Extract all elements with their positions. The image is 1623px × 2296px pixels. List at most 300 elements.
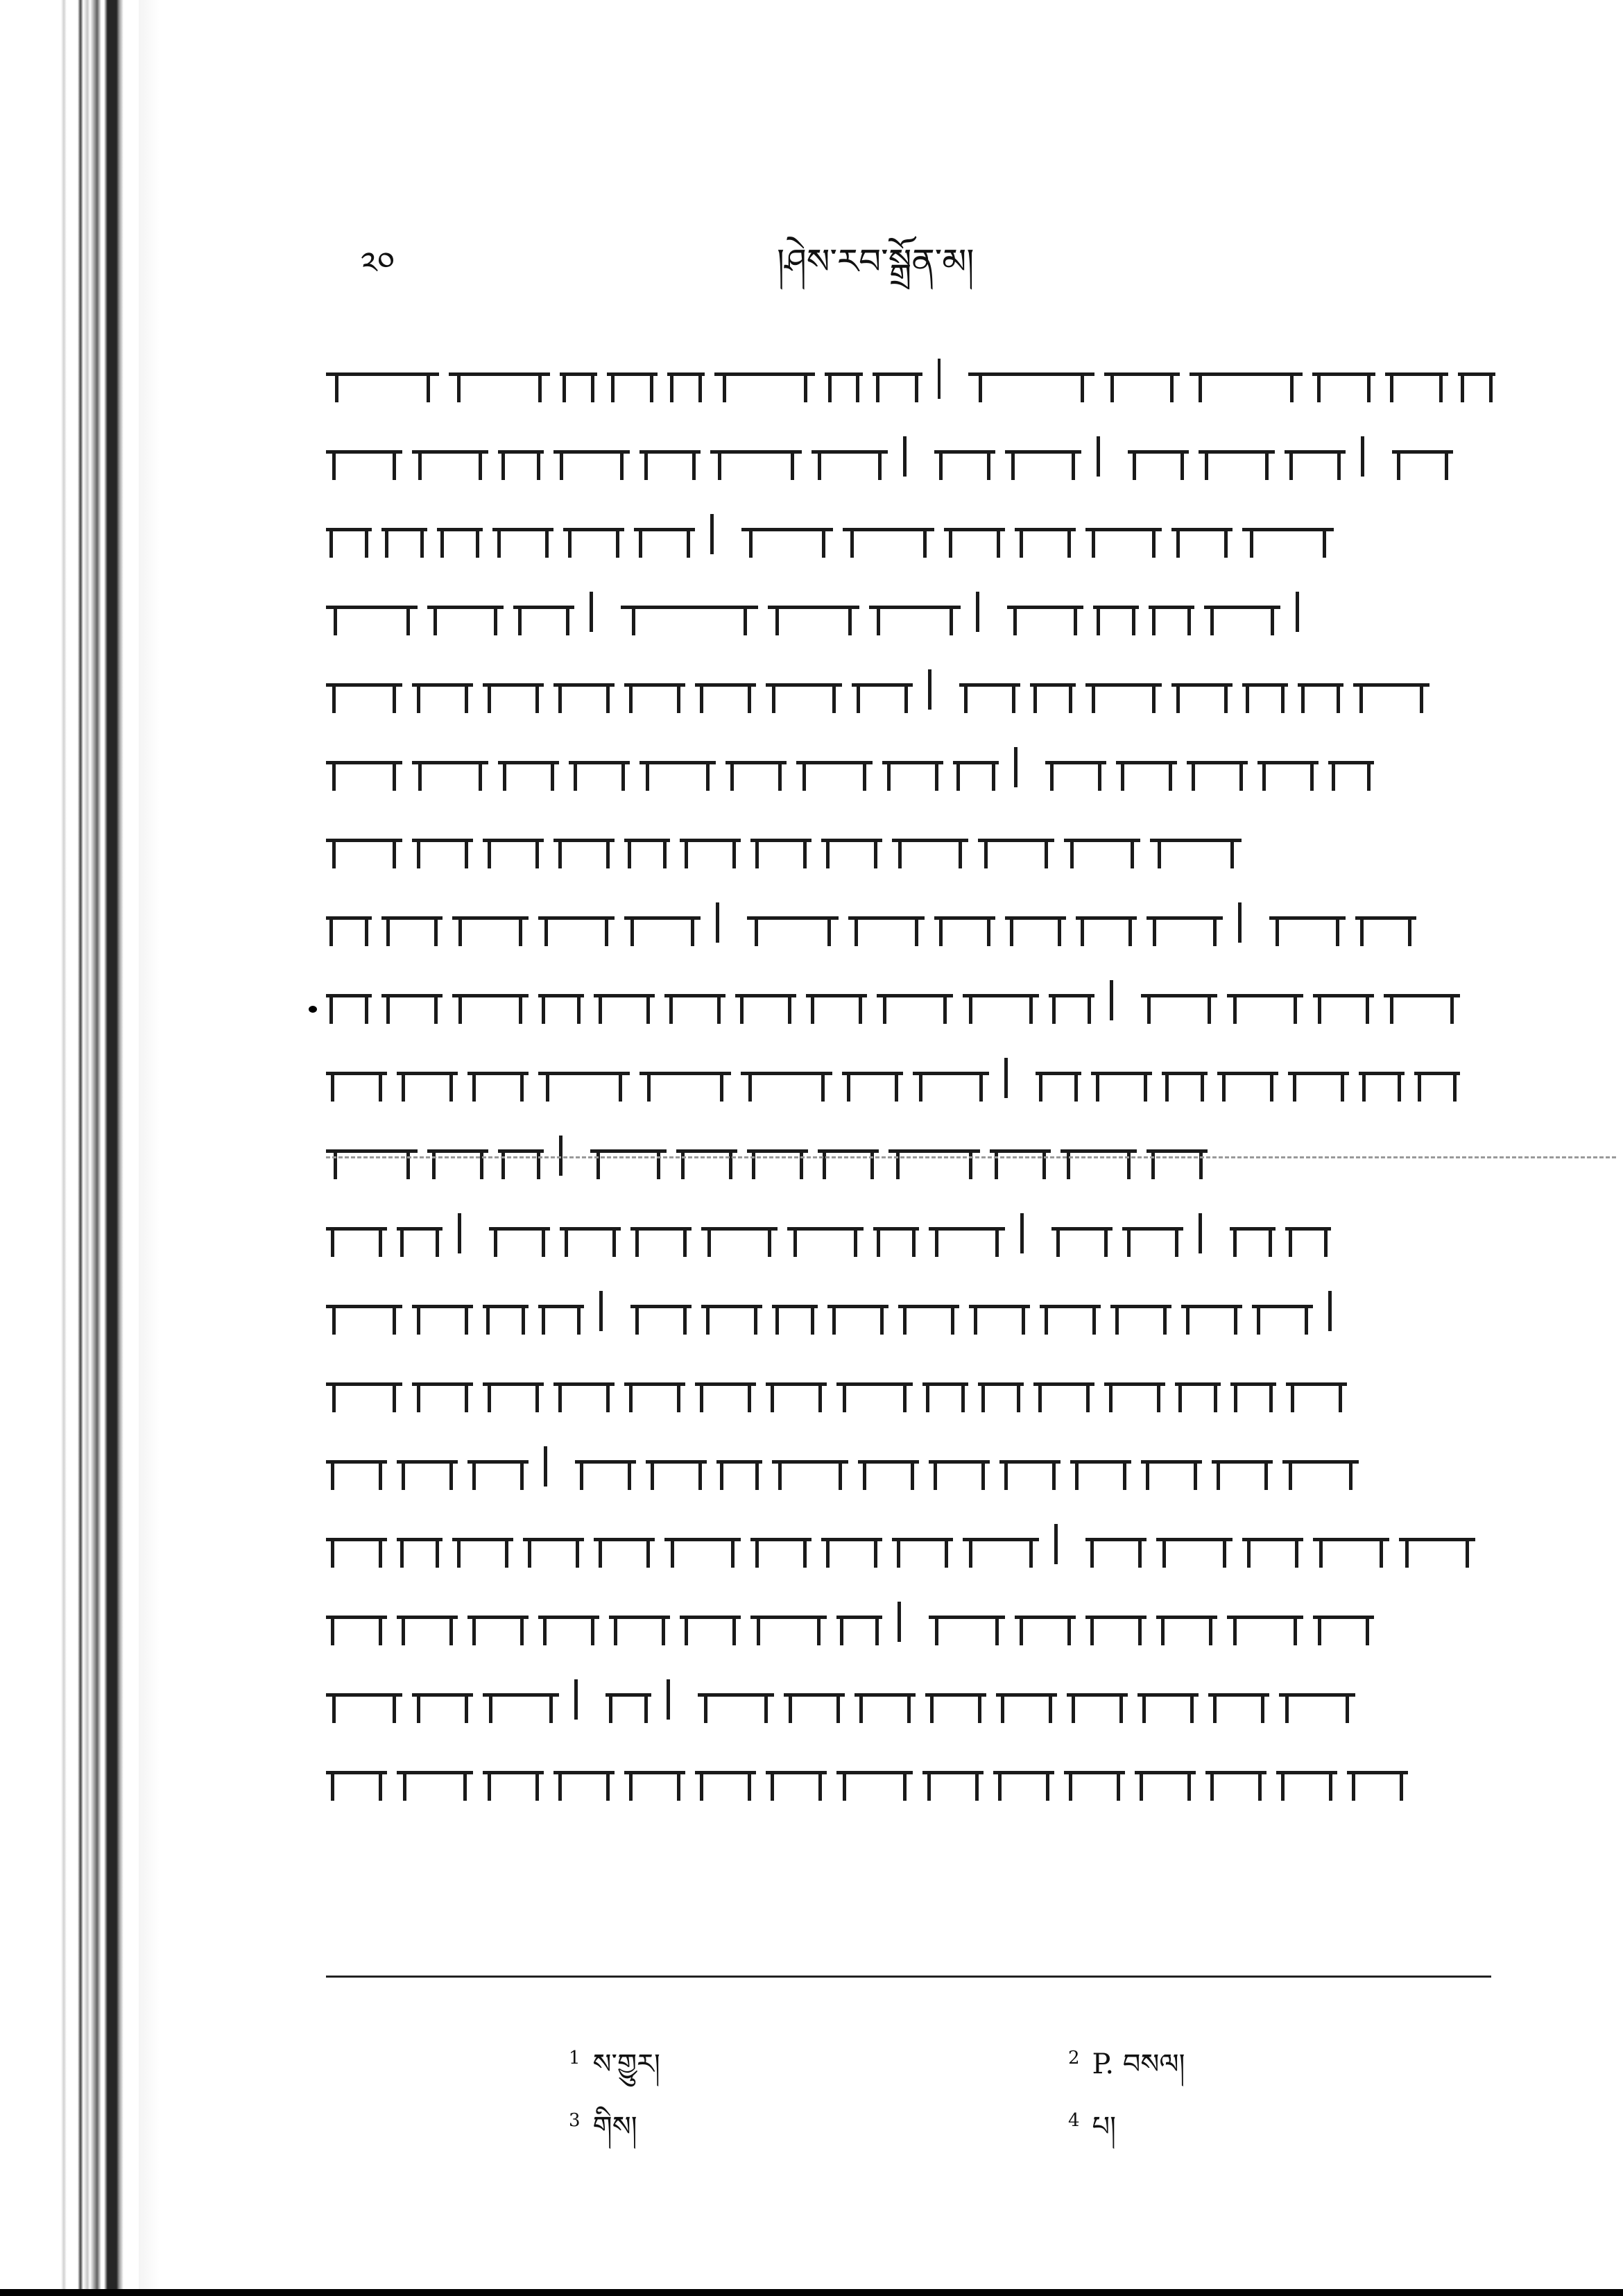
syllable (747, 1151, 808, 1160)
syllable (698, 1695, 774, 1704)
syllable (714, 374, 815, 384)
syllable (1015, 1617, 1076, 1627)
syllable (892, 840, 968, 850)
syllable (768, 607, 859, 617)
syllable (796, 762, 873, 772)
syllable (1230, 1384, 1276, 1394)
syllable (1355, 918, 1416, 927)
syllable (1091, 1073, 1152, 1083)
syllable (827, 1306, 888, 1316)
syllable (1060, 1151, 1137, 1160)
footnote-3-text: གིས། (592, 2111, 637, 2143)
syllable (326, 685, 402, 694)
syllable (953, 762, 999, 772)
syllable (1085, 1539, 1147, 1549)
syllable (741, 1073, 832, 1083)
syllable (963, 995, 1039, 1005)
syllable (326, 1539, 387, 1549)
footnotes (569, 2032, 1470, 2171)
syllable (538, 1306, 584, 1316)
syllable (701, 1306, 762, 1316)
syllable (1181, 1306, 1242, 1316)
syllable (381, 529, 427, 539)
syllable (843, 529, 934, 539)
syllable (1285, 1228, 1331, 1238)
syllable (467, 1462, 529, 1471)
syllable (929, 1462, 990, 1471)
syllable (913, 1073, 989, 1083)
syllable (492, 529, 553, 539)
syllable (925, 1695, 986, 1704)
syllable (590, 1151, 667, 1160)
syllable (898, 1306, 959, 1316)
syllable (553, 452, 630, 461)
syllable (1064, 1772, 1125, 1782)
syllable (1122, 1228, 1183, 1238)
syllable (326, 1151, 418, 1160)
syllable (1104, 374, 1180, 384)
syllable (821, 1539, 882, 1549)
shad-mark (1004, 1058, 1008, 1098)
syllable (968, 374, 1094, 384)
syllable (877, 995, 953, 1005)
syllable (1208, 1695, 1269, 1704)
syllable (836, 1384, 913, 1394)
shad-mark (590, 592, 593, 632)
syllable (784, 1695, 845, 1704)
syllable (944, 529, 1005, 539)
shad-mark (1238, 902, 1242, 943)
syllable (1392, 452, 1453, 461)
syllable (1288, 1073, 1349, 1083)
syllable (990, 1151, 1051, 1160)
syllable (735, 995, 796, 1005)
syllable (538, 1073, 630, 1083)
tibetan-body-text (326, 340, 1505, 1935)
syllable (326, 452, 402, 461)
shad-mark (1054, 1524, 1058, 1564)
syllable (1085, 529, 1162, 539)
syllable (381, 918, 443, 927)
syllable (1285, 452, 1346, 461)
syllable (498, 1151, 544, 1160)
shad-mark (938, 359, 941, 399)
shad-mark (667, 1679, 670, 1720)
text-line (326, 884, 1505, 961)
syllable (1282, 1462, 1359, 1471)
syllable (397, 1462, 458, 1471)
syllable (1313, 995, 1374, 1005)
text-line (326, 1505, 1505, 1583)
syllable (523, 1539, 584, 1549)
syllable (1093, 607, 1139, 617)
margin-mark (309, 1006, 317, 1013)
footnote-4 (1068, 2095, 1116, 2173)
syllable (695, 1384, 756, 1394)
text-line (326, 1350, 1505, 1428)
syllable (624, 918, 701, 927)
text-line (326, 418, 1505, 495)
syllable (818, 1151, 879, 1160)
shad-mark (1296, 592, 1299, 632)
syllable (1385, 374, 1448, 384)
syllable (624, 1772, 685, 1782)
syllable (326, 1695, 402, 1704)
shad-mark (1110, 980, 1113, 1020)
syllable (1030, 685, 1076, 694)
syllable (750, 840, 812, 850)
syllable (1269, 918, 1346, 927)
syllable (1175, 1384, 1221, 1394)
syllable (1384, 995, 1460, 1005)
text-line (326, 1661, 1505, 1738)
syllable (606, 1695, 651, 1704)
syllable (1252, 1306, 1313, 1316)
syllable (996, 1695, 1057, 1704)
syllable (437, 529, 483, 539)
syllable (1147, 918, 1223, 927)
syllable (483, 1384, 544, 1394)
syllable (412, 1384, 473, 1394)
syllable (1141, 995, 1217, 1005)
shad-mark (599, 1291, 603, 1331)
syllable (1414, 1073, 1460, 1083)
shad-mark (898, 1602, 901, 1642)
syllable (1036, 1073, 1081, 1083)
text-line (326, 728, 1505, 806)
syllable (1104, 1384, 1165, 1394)
scan-bottom-edge (0, 2289, 1623, 2296)
syllable (630, 1228, 692, 1238)
syllable (1298, 685, 1343, 694)
syllable (326, 1772, 387, 1782)
syllable (963, 1539, 1039, 1549)
syllable (326, 1462, 387, 1471)
syllable (852, 685, 913, 694)
syllable (594, 995, 655, 1005)
syllable (1227, 1617, 1303, 1627)
syllable (741, 529, 833, 539)
syllable (563, 529, 624, 539)
syllable (1033, 1384, 1094, 1394)
syllable (412, 685, 473, 694)
syllable (873, 374, 923, 384)
syllable (1353, 685, 1429, 694)
syllable (676, 1151, 737, 1160)
syllable (594, 1539, 655, 1549)
text-line (326, 340, 1505, 418)
footnote-2-text: P. བསལ། (1092, 2048, 1185, 2080)
syllable (1147, 1151, 1208, 1160)
syllable (326, 1384, 402, 1394)
shad-mark (1361, 436, 1364, 477)
syllable (1359, 1073, 1405, 1083)
shad-mark (710, 514, 714, 554)
syllable (1205, 1772, 1266, 1782)
footnote-1-number: 1 (569, 2047, 581, 2068)
syllable (922, 1772, 984, 1782)
syllable (978, 1384, 1024, 1394)
syllable (695, 1772, 756, 1782)
syllable (934, 452, 995, 461)
text-line (326, 495, 1505, 573)
book-binding-edge (0, 0, 160, 2296)
syllable (922, 1384, 968, 1394)
syllable (326, 1306, 402, 1316)
footnote-4-number: 4 (1068, 2109, 1080, 2131)
shad-mark (976, 592, 979, 632)
syllable (1128, 452, 1189, 461)
syllable (427, 1151, 488, 1160)
text-line (326, 1428, 1505, 1505)
syllable (1217, 1073, 1278, 1083)
syllable (750, 1617, 827, 1627)
syllable (1190, 374, 1303, 384)
syllable (326, 918, 372, 927)
syllable (326, 607, 418, 617)
shad-mark (716, 902, 719, 943)
syllable (825, 374, 862, 384)
shad-mark (544, 1446, 547, 1487)
syllable (553, 1772, 615, 1782)
syllable (1162, 1073, 1208, 1083)
syllable (1076, 918, 1137, 927)
syllable (1116, 762, 1177, 772)
text-line (326, 1738, 1505, 1816)
syllable (812, 452, 888, 461)
syllable (609, 1617, 670, 1627)
text-line (326, 1194, 1505, 1272)
syllable (969, 1306, 1030, 1316)
shad-mark (1199, 1213, 1202, 1253)
syllable (725, 762, 787, 772)
shad-mark (559, 1136, 563, 1176)
syllable (1227, 995, 1303, 1005)
syllable (821, 840, 882, 850)
syllable (978, 840, 1054, 850)
syllable (766, 1384, 827, 1394)
syllable (326, 1073, 387, 1083)
syllable (452, 918, 529, 927)
syllable (483, 1306, 529, 1316)
shad-mark (1020, 1213, 1024, 1253)
syllable (929, 1617, 1005, 1627)
syllable (680, 840, 741, 850)
syllable (680, 1617, 741, 1627)
syllable (842, 1073, 903, 1083)
syllable (1242, 529, 1334, 539)
syllable (664, 995, 725, 1005)
syllable (553, 840, 615, 850)
syllable (412, 762, 488, 772)
syllable (710, 452, 802, 461)
shad-mark (458, 1213, 461, 1253)
syllable (1141, 1462, 1202, 1471)
syllable (467, 1617, 529, 1627)
syllable (483, 1695, 559, 1704)
syllable (397, 1073, 458, 1083)
page-number: ༢༠ (361, 245, 395, 282)
gutter-shadow (139, 0, 160, 2296)
syllable (999, 1462, 1060, 1471)
shad-mark (1014, 747, 1017, 787)
syllable (624, 840, 670, 850)
syllable (575, 1462, 636, 1471)
syllable (412, 840, 473, 850)
syllable (806, 995, 867, 1005)
syllable (639, 1073, 731, 1083)
syllable (1137, 1695, 1199, 1704)
syllable (1051, 1228, 1113, 1238)
syllable (750, 1539, 812, 1549)
syllable (639, 762, 716, 772)
shad-mark (574, 1679, 578, 1720)
syllable (667, 374, 705, 384)
syllable (869, 607, 961, 617)
syllable (1230, 1228, 1276, 1238)
syllable (560, 374, 597, 384)
syllable (1171, 529, 1233, 539)
syllable (646, 1462, 707, 1471)
syllable (381, 995, 443, 1005)
syllable (766, 685, 842, 694)
syllable (1279, 1695, 1355, 1704)
syllable (326, 1228, 387, 1238)
text-line (326, 1272, 1505, 1350)
syllable (498, 762, 559, 772)
syllable (766, 1772, 827, 1782)
syllable (452, 995, 529, 1005)
syllable (1242, 1539, 1303, 1549)
syllable (855, 1695, 916, 1704)
syllable (1458, 374, 1495, 384)
syllable (553, 685, 615, 694)
syllable (873, 1228, 919, 1238)
syllable (412, 1306, 473, 1316)
syllable (1399, 1539, 1475, 1549)
syllable (607, 374, 658, 384)
syllable (498, 452, 544, 461)
shad-mark (1328, 1291, 1332, 1331)
syllable (634, 529, 695, 539)
syllable (483, 840, 544, 850)
shad-mark (1097, 436, 1100, 477)
syllable (1199, 452, 1275, 461)
syllable (326, 1617, 387, 1627)
syllable (553, 1384, 615, 1394)
syllable (630, 1306, 692, 1316)
syllable (836, 1772, 913, 1782)
syllable (1135, 1772, 1196, 1782)
syllable (888, 1151, 980, 1160)
syllable (1187, 762, 1248, 772)
syllable (772, 1462, 848, 1471)
syllable (1328, 762, 1374, 772)
syllable (934, 918, 995, 927)
syllable (858, 1462, 919, 1471)
syllable (467, 1073, 529, 1083)
footnote-3 (569, 2095, 637, 2173)
syllable (538, 918, 615, 927)
syllable (664, 1539, 741, 1549)
syllable (397, 1617, 458, 1627)
syllable (1045, 762, 1106, 772)
footnote-1-text: ས་གྱུར། (592, 2048, 660, 2080)
shad-mark (928, 669, 931, 710)
text-line (326, 806, 1505, 884)
syllable (326, 374, 439, 384)
syllable (701, 1228, 778, 1238)
text-line (326, 651, 1505, 728)
fold-crease-line (326, 1156, 1616, 1158)
syllable (695, 685, 756, 694)
syllable (1005, 918, 1066, 927)
syllable (1286, 1384, 1347, 1394)
text-line (326, 1117, 1505, 1194)
text-line (326, 573, 1505, 651)
text-line (326, 961, 1505, 1039)
syllable (397, 1539, 443, 1549)
syllable (836, 1617, 882, 1627)
syllable (326, 762, 402, 772)
syllable (397, 1228, 443, 1238)
syllable (489, 1228, 550, 1238)
syllable (882, 762, 943, 772)
text-line (326, 1039, 1505, 1117)
syllable (959, 685, 1020, 694)
syllable (452, 1539, 513, 1549)
syllable (716, 1462, 762, 1471)
syllable (1005, 452, 1081, 461)
syllable (326, 840, 402, 850)
syllable (1313, 1539, 1389, 1549)
syllable (848, 918, 925, 927)
running-title: །ཤེས་རབ་སྒྲོན་མ། (777, 241, 974, 282)
syllable (892, 1539, 953, 1549)
syllable (1049, 995, 1094, 1005)
syllable (1110, 1306, 1171, 1316)
syllable (993, 1772, 1054, 1782)
syllable (1070, 1462, 1131, 1471)
syllable (483, 685, 544, 694)
syllable (772, 1306, 818, 1316)
shad-mark (903, 436, 907, 477)
syllable (1204, 607, 1280, 617)
syllable (621, 607, 758, 617)
syllable (1064, 840, 1140, 850)
footnote-rule (326, 1976, 1491, 1978)
syllable (1312, 374, 1375, 384)
syllable (1150, 840, 1242, 850)
syllable (449, 374, 549, 384)
syllable (1007, 607, 1083, 617)
syllable (326, 529, 372, 539)
syllable (1212, 1462, 1273, 1471)
syllable (1156, 1539, 1233, 1549)
text-line (326, 1583, 1505, 1661)
syllable (1149, 607, 1194, 617)
syllable (538, 995, 584, 1005)
syllable (569, 762, 630, 772)
syllable (1015, 529, 1076, 539)
syllable (1156, 1617, 1217, 1627)
syllable (639, 452, 701, 461)
syllable (1067, 1695, 1128, 1704)
syllable (1276, 1772, 1337, 1782)
syllable (538, 1617, 599, 1627)
syllable (1313, 1617, 1374, 1627)
footnote-2-number: 2 (1068, 2047, 1080, 2068)
